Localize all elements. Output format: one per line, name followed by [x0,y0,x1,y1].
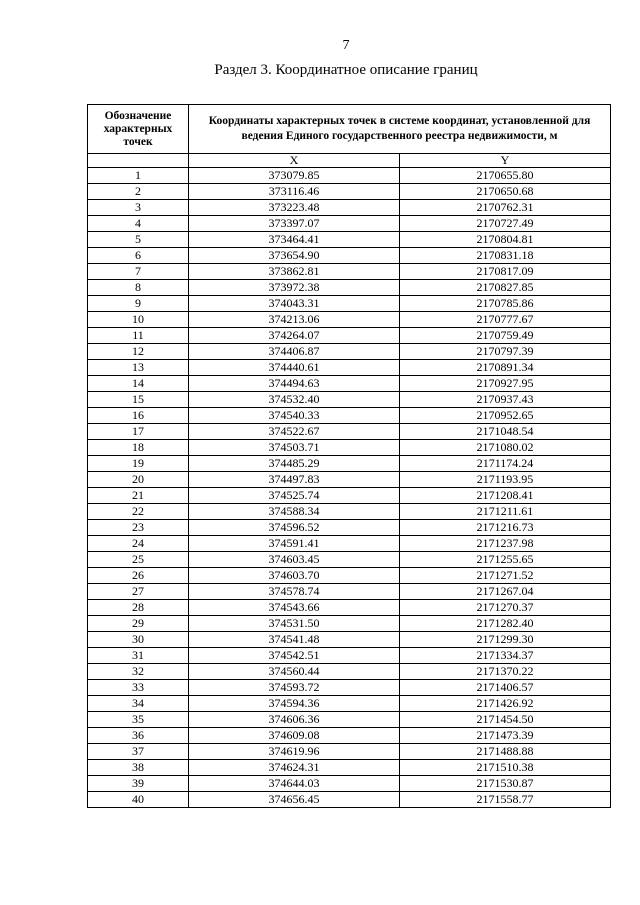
table-row [88,728,611,744]
y-coordinate-cell: 2171334.37 [400,648,611,664]
x-coordinate-cell: 374503.71 [189,440,400,456]
x-coordinate-cell: 374213.06 [189,312,400,328]
y-coordinate-cell: 2170785.86 [400,296,611,312]
x-coordinate-cell: 374522.67 [189,424,400,440]
table-row [88,456,611,472]
table-row [88,328,611,344]
x-coordinate-cell: 374440.61 [189,360,400,376]
x-coordinate-cell: 374593.72 [189,680,400,696]
table-row [88,696,611,712]
y-coordinate-cell: 2171267.04 [400,584,611,600]
point-number-cell: 22 [88,504,189,520]
table-row [88,408,611,424]
table-row [88,424,611,440]
table-row [88,712,611,728]
point-number-cell: 11 [88,328,189,344]
x-coordinate-cell: 374485.29 [189,456,400,472]
y-coordinate-cell: 2170650.68 [400,184,611,200]
point-number-cell: 30 [88,632,189,648]
point-number-cell: 29 [88,616,189,632]
x-coordinate-cell: 373397.07 [189,216,400,232]
point-number-cell: 7 [88,264,189,280]
y-coordinate-cell: 2170937.43 [400,392,611,408]
y-coordinate-cell: 2171174.24 [400,456,611,472]
coordinates-table [87,104,611,808]
y-coordinate-cell: 2170827.85 [400,280,611,296]
y-coordinate-cell: 2171211.61 [400,504,611,520]
y-coordinate-cell: 2170655.80 [400,168,611,184]
point-number-cell: 28 [88,600,189,616]
y-coordinate-cell: 2171208.41 [400,488,611,504]
x-coordinate-cell: 374603.70 [189,568,400,584]
point-number-cell: 18 [88,440,189,456]
x-coordinate-cell: 374532.40 [189,392,400,408]
y-coordinate-cell: 2170804.81 [400,232,611,248]
point-number-cell: 4 [88,216,189,232]
table-row [88,664,611,680]
table-row [88,200,611,216]
x-coordinate-cell: 374531.50 [189,616,400,632]
x-coordinate-cell: 374619.96 [189,744,400,760]
table-row [88,472,611,488]
x-coordinate-cell: 373079.85 [189,168,400,184]
y-coordinate-cell: 2171426.92 [400,696,611,712]
point-number-cell: 25 [88,552,189,568]
point-number-cell: 13 [88,360,189,376]
x-coordinate-cell: 374603.45 [189,552,400,568]
y-coordinate-cell: 2171510.38 [400,760,611,776]
table-row [88,248,611,264]
point-number-cell: 17 [88,424,189,440]
point-number-cell: 23 [88,520,189,536]
table-row [88,504,611,520]
x-coordinate-cell: 374525.74 [189,488,400,504]
y-coordinate-cell: 2170759.49 [400,328,611,344]
y-coordinate-cell: 2171048.54 [400,424,611,440]
point-number-cell: 27 [88,584,189,600]
y-coordinate-cell: 2170927.95 [400,376,611,392]
y-coordinate-cell: 2171270.37 [400,600,611,616]
table-row [88,168,611,184]
point-number-cell: 34 [88,696,189,712]
x-coordinate-cell: 374591.41 [189,536,400,552]
x-coordinate-cell: 374656.45 [189,792,400,808]
y-coordinate-cell: 2171473.39 [400,728,611,744]
y-coordinate-cell: 2171216.73 [400,520,611,536]
point-number-cell: 37 [88,744,189,760]
point-number-cell: 39 [88,776,189,792]
point-number-cell: 8 [88,280,189,296]
table-row [88,360,611,376]
header-blank [88,154,189,168]
table-row [88,600,611,616]
y-coordinate-cell: 2170727.49 [400,216,611,232]
x-coordinate-cell: 374560.44 [189,664,400,680]
y-coordinate-cell: 2170817.09 [400,264,611,280]
x-coordinate-cell: 373223.48 [189,200,400,216]
x-coordinate-cell: 374497.83 [189,472,400,488]
table-row [88,744,611,760]
table-row [88,392,611,408]
y-coordinate-cell: 2171193.95 [400,472,611,488]
header-y: Y [400,154,611,168]
point-number-cell: 35 [88,712,189,728]
point-number-cell: 19 [88,456,189,472]
header-x: X [189,154,400,168]
point-number-cell: 3 [88,200,189,216]
x-coordinate-cell: 374606.36 [189,712,400,728]
x-coordinate-cell: 374542.51 [189,648,400,664]
table-row [88,648,611,664]
x-coordinate-cell: 374494.63 [189,376,400,392]
x-coordinate-cell: 374588.34 [189,504,400,520]
section-title: Раздел 3. Координатное описание границ [214,62,478,78]
table-row [88,680,611,696]
y-coordinate-cell: 2171282.40 [400,616,611,632]
table-row [88,520,611,536]
header-coordinates: Координаты характерных точек в системе координат, установленной для ведения Единого государственного реестра недвижимости, м [189,105,611,154]
table-row [88,344,611,360]
x-coordinate-cell: 374578.74 [189,584,400,600]
table-row [88,632,611,648]
point-number-cell: 5 [88,232,189,248]
table-body [88,168,611,808]
point-number-cell: 12 [88,344,189,360]
point-number-cell: 33 [88,680,189,696]
point-number-cell: 6 [88,248,189,264]
table-row [88,536,611,552]
point-number-cell: 15 [88,392,189,408]
y-coordinate-cell: 2171255.65 [400,552,611,568]
point-number-cell: 16 [88,408,189,424]
x-coordinate-cell: 374264.07 [189,328,400,344]
table-row [88,376,611,392]
point-number-cell: 36 [88,728,189,744]
y-coordinate-cell: 2171530.87 [400,776,611,792]
point-number-cell: 1 [88,168,189,184]
y-coordinate-cell: 2171299.30 [400,632,611,648]
x-coordinate-cell: 374609.08 [189,728,400,744]
point-number-cell: 32 [88,664,189,680]
x-coordinate-cell: 374594.36 [189,696,400,712]
x-coordinate-cell: 374596.52 [189,520,400,536]
x-coordinate-cell: 373464.41 [189,232,400,248]
point-number-cell: 38 [88,760,189,776]
table-row [88,264,611,280]
point-number-cell: 20 [88,472,189,488]
table-row [88,488,611,504]
table-row [88,584,611,600]
x-coordinate-cell: 373116.46 [189,184,400,200]
table-row [88,296,611,312]
x-coordinate-cell: 373654.90 [189,248,400,264]
table-row [88,280,611,296]
x-coordinate-cell: 374406.87 [189,344,400,360]
y-coordinate-cell: 2171370.22 [400,664,611,680]
x-coordinate-cell: 373862.81 [189,264,400,280]
y-coordinate-cell: 2171558.77 [400,792,611,808]
y-coordinate-cell: 2170831.18 [400,248,611,264]
header-designation: Обозначение характерных точек [88,105,189,154]
table-row [88,552,611,568]
y-coordinate-cell: 2171237.98 [400,536,611,552]
table-row [88,232,611,248]
table-row [88,760,611,776]
point-number-cell: 24 [88,536,189,552]
point-number-cell: 31 [88,648,189,664]
y-coordinate-cell: 2170952.65 [400,408,611,424]
table-row [88,568,611,584]
y-coordinate-cell: 2170797.39 [400,344,611,360]
x-coordinate-cell: 374043.31 [189,296,400,312]
point-number-cell: 10 [88,312,189,328]
point-number-cell: 2 [88,184,189,200]
table-row [88,312,611,328]
y-coordinate-cell: 2171406.57 [400,680,611,696]
point-number-cell: 40 [88,792,189,808]
x-coordinate-cell: 373972.38 [189,280,400,296]
y-coordinate-cell: 2170891.34 [400,360,611,376]
point-number-cell: 21 [88,488,189,504]
table-row [88,776,611,792]
table-row [88,792,611,808]
table-row [88,440,611,456]
x-coordinate-cell: 374624.31 [189,760,400,776]
y-coordinate-cell: 2170777.67 [400,312,611,328]
table-row [88,216,611,232]
table-row [88,616,611,632]
y-coordinate-cell: 2171080.02 [400,440,611,456]
x-coordinate-cell: 374543.66 [189,600,400,616]
point-number-cell: 26 [88,568,189,584]
page-number: 7 [342,38,350,53]
point-number-cell: 14 [88,376,189,392]
table-row [88,184,611,200]
x-coordinate-cell: 374541.48 [189,632,400,648]
y-coordinate-cell: 2170762.31 [400,200,611,216]
y-coordinate-cell: 2171271.52 [400,568,611,584]
x-coordinate-cell: 374540.33 [189,408,400,424]
y-coordinate-cell: 2171488.88 [400,744,611,760]
x-coordinate-cell: 374644.03 [189,776,400,792]
y-coordinate-cell: 2171454.50 [400,712,611,728]
point-number-cell: 9 [88,296,189,312]
